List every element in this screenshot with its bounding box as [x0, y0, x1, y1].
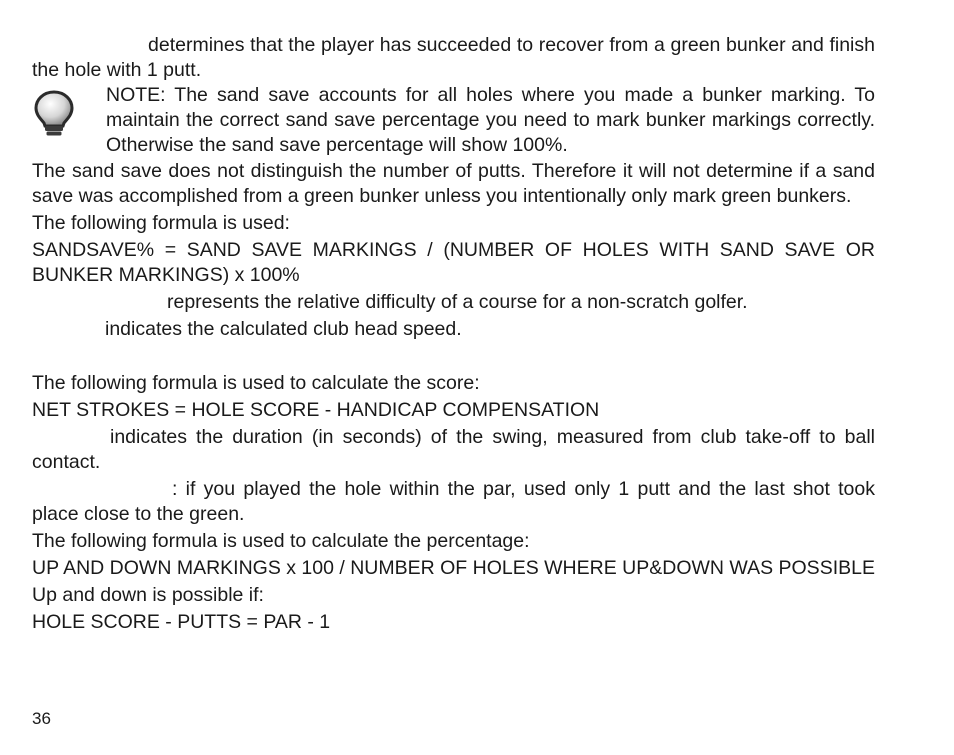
sand-save-definition — [32, 33, 875, 83]
up-down-formula: UP AND DOWN MARKINGS x 100 / NUMBER OF HOLES WHERE UP&DOWN WAS POSSIBLE — [32, 557, 875, 579]
page-number: 36 — [32, 709, 51, 728]
up-and-down-definition-text: : if you played the hole within the par, used only 1 putt and the last shot took place close to the green. — [32, 478, 875, 525]
tempo-definition — [32, 425, 875, 475]
club-speed-definition-text: indicates the calculated club head speed. — [105, 318, 462, 340]
slope-definition-text: represents the relative difficulty of a course for a non-scratch golfer. — [167, 291, 748, 313]
blank-line — [32, 342, 875, 371]
sand-save-putts-paragraph: The sand save does not distinguish the number of putts. Therefore it will not determine if a sand save was accomplished from a green bunker unless you intentionally only mark green bunkers. — [32, 160, 875, 207]
sandsave-formula: SANDSAVE% = SAND SAVE MARKINGS / (NUMBER OF HOLES WITH SAND SAVE OR BUNKER MARKINGS) x 100% — [32, 239, 875, 286]
note-block — [32, 83, 875, 158]
score-formula-intro: The following formula is used to calculate the score: — [32, 372, 480, 394]
lightbulb-icon — [32, 89, 76, 137]
note-text: NOTE: The sand save accounts for all holes where you made a bunker marking. To maintain the correct sand save percentage you need to mark bunker markings correctly. Otherwise the sand save percentage will show 100%. — [106, 84, 875, 156]
slope-definition — [32, 290, 875, 315]
net-strokes-formula: NET STROKES = HOLE SCORE - HANDICAP COMPENSATION — [32, 399, 600, 421]
percentage-formula-intro: The following formula is used to calculate the percentage: — [32, 530, 530, 552]
club-speed-definition — [32, 317, 875, 342]
sand-save-definition-text: determines that the player has succeeded to recover from a green bunker and finish the hole with 1 putt. — [32, 34, 875, 81]
up-and-down-definition — [32, 477, 875, 527]
up-down-possible-intro: Up and down is possible if: — [32, 584, 264, 606]
tempo-definition-text: indicates the duration (in seconds) of the swing, measured from club take-off to ball contact. — [32, 426, 875, 473]
up-down-possible-formula: HOLE SCORE - PUTTS = PAR - 1 — [32, 611, 331, 633]
manual-page-body — [32, 33, 875, 635]
formula-intro: The following formula is used: — [32, 212, 290, 234]
